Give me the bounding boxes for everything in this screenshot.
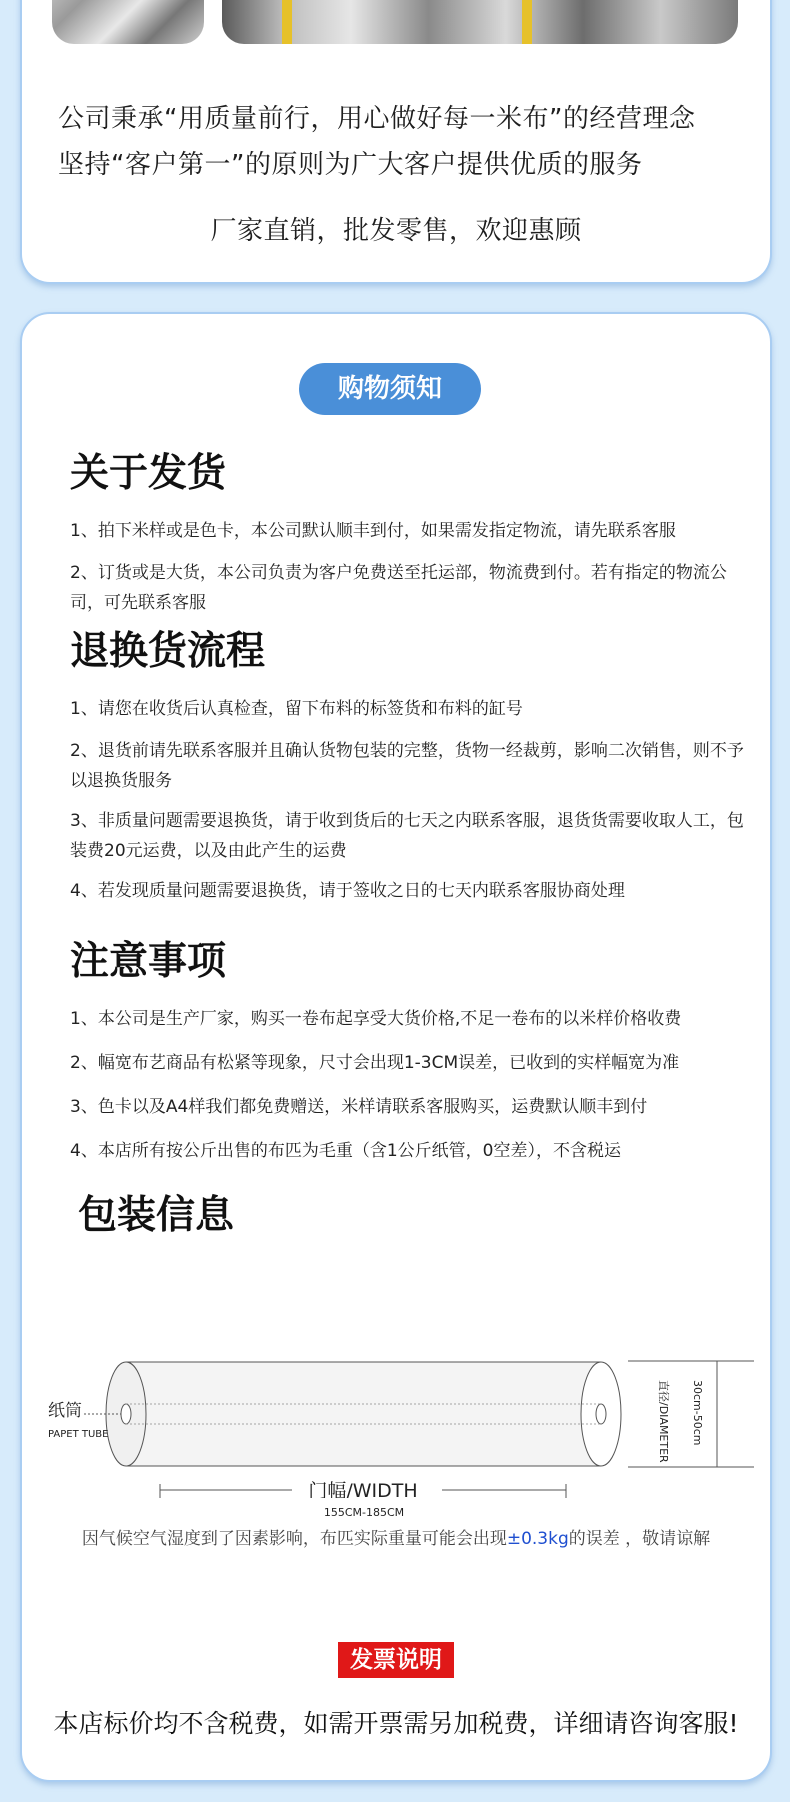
- tube-label-en: PAPET TUBE: [48, 1429, 109, 1440]
- invoice-text: 本店标价均不含税费，如需开票需另加税费，详细请咨询客服!: [53, 1709, 739, 1738]
- roll-body: [106, 1362, 621, 1466]
- returns-item-3: 3、非质量问题需要退换货，请于收到货后的七天之内联系客服，退货货需要收取人工，包装费20元运费，以及由此产生的运费: [70, 811, 744, 861]
- shipping-item-2: 2、订货或是大货，本公司负责为客户免费送至托运部，物流费到付。若有指定的物流公司，可先联系客服: [70, 563, 727, 613]
- diameter-value: 30cm-50cm: [691, 1380, 704, 1446]
- section-title-notes: 注意事项: [70, 939, 227, 984]
- shopping-notice-card: [20, 312, 772, 1782]
- width-value: 155CM-185CM: [323, 1506, 405, 1519]
- intro-line-2: 坚持“客户第一”的原则为广大客户提供优质的服务: [58, 150, 643, 180]
- weight-error-note: [22, 1524, 770, 1549]
- note-text-after: 的误差 ，敬请谅解: [568, 1529, 711, 1549]
- fabric-rolls-photo: [52, 0, 204, 44]
- width-dimension: [160, 1480, 566, 1498]
- intro-line-1: 公司秉承“用质量前行，用心做好每一米布”的经营理念: [58, 104, 696, 134]
- note-highlight: ±0.3kg: [506, 1529, 569, 1549]
- notes-item-2: 2、幅宽布艺商品有松紧等现象，尺寸会出现1-3CM误差，已收到的实样幅宽为准: [70, 1053, 680, 1073]
- notes-item-1: 1、本公司是生产厂家，购买一卷布起享受大货价格,不足一卷布的以米样价格收费: [70, 1009, 682, 1029]
- shopping-notice-badge: 购物须知: [299, 363, 481, 415]
- returns-item-4: 4、若发现质量问题需要退换货，请于签收之日的七天内联系客服协商处理: [70, 881, 625, 901]
- warehouse-photo: [222, 0, 738, 44]
- returns-item-2: 2、退货前请先联系客服并且确认货物包装的完整，货物一经裁剪，影响二次销售，则不予以退换货服务: [70, 741, 744, 791]
- note-text-before: 因气候空气湿度到了因素影响，布匹实际重量可能会出现: [81, 1529, 507, 1549]
- section-title-packaging: 包装信息: [78, 1193, 235, 1238]
- yellow-pole: [522, 0, 532, 44]
- company-intro-card: [20, 0, 772, 284]
- notes-item-3: 3、色卡以及A4样我们都免费赠送，米样请联系客服购买，运费默认顺丰到付: [70, 1097, 648, 1117]
- shipping-item-1: 1、拍下米样或是色卡，本公司默认顺丰到付，如果需发指定物流，请先联系客服: [70, 521, 676, 541]
- intro-slogan: 厂家直销，批发零售，欢迎惠顾: [210, 216, 582, 246]
- invoice-badge: 发票说明: [338, 1642, 454, 1678]
- diameter-dimension: [628, 1361, 754, 1467]
- width-label: 门幅/WIDTH: [308, 1480, 418, 1498]
- section-title-returns: 退换货流程: [70, 629, 266, 674]
- tube-label: 纸筒: [48, 1401, 82, 1421]
- fabric-roll-diagram: [22, 1268, 770, 1498]
- returns-item-1: 1、请您在收货后认真检查，留下布料的标签货和布料的缸号: [70, 699, 523, 719]
- diameter-label: 直径/DIAMETER: [657, 1380, 670, 1463]
- notes-item-4: 4、本店所有按公斤出售的布匹为毛重（含1公斤纸管，0空差），不含税运: [70, 1141, 621, 1161]
- section-title-shipping: 关于发货: [70, 451, 227, 496]
- yellow-pole: [282, 0, 292, 44]
